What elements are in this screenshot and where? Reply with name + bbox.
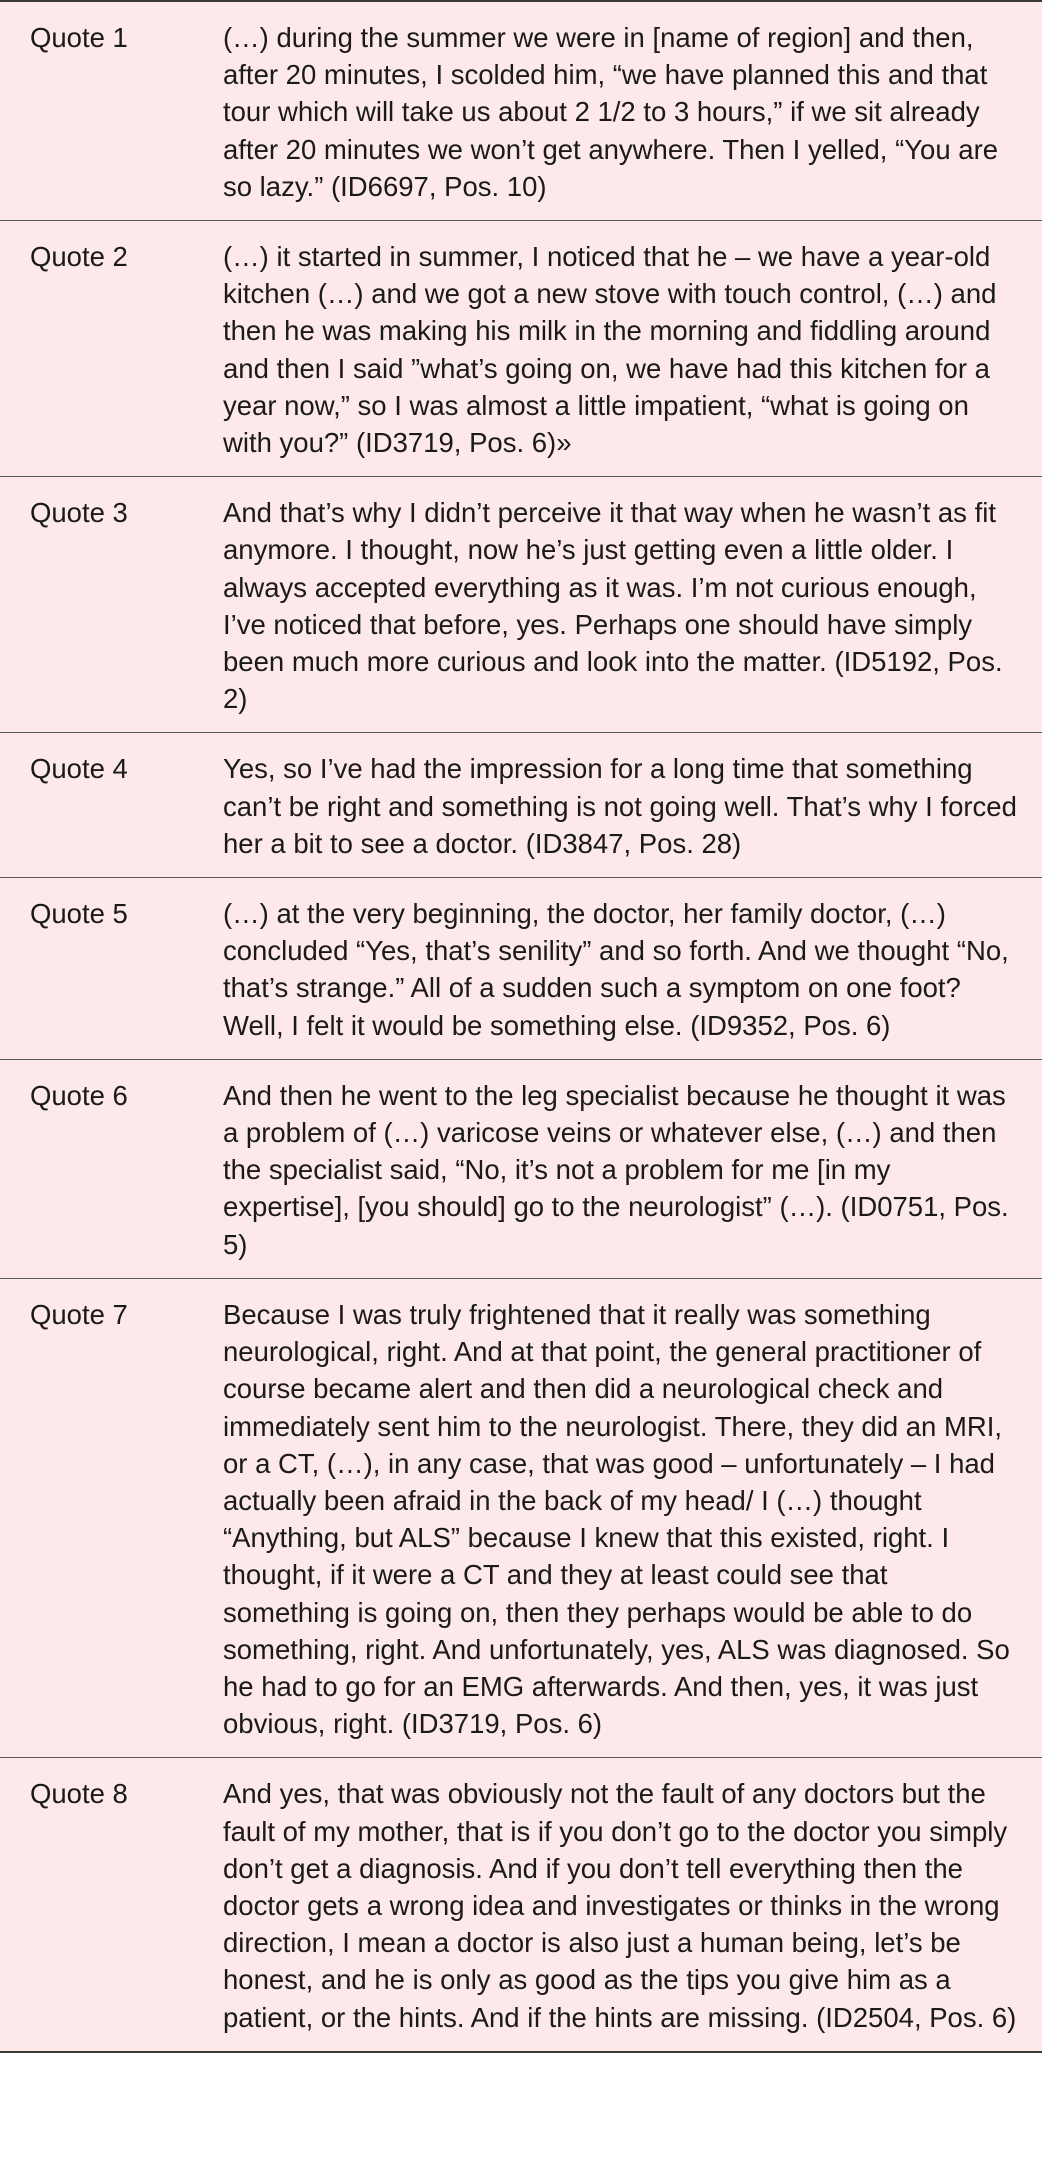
table-row	[0, 732, 1042, 877]
quote-label: Quote 7	[30, 1298, 128, 1330]
table-row	[0, 1278, 1042, 1757]
table-row	[0, 1757, 1042, 2050]
quote-text: Because I was truly frightened that it really was something neurological, right. And at that point, the general practitioner of course became alert and then did a neurological check and immediately sent him to the neurologist. There, they did an MRI, or a CT, (…), in any case, that was good – unfortunately – I had actually been afraid in the back of my head/ I (…) thought “Anything, but ALS” because I knew that this existed, right. I thought, if it were a CT and they at least could see that something is going on, then they perhaps would be able to do something, right. And unfortunately, yes, ALS was diagnosed. So he had to go for an EMG afterwards. And then, yes, it was just obvious, right. (ID3719, Pos. 6)	[223, 1298, 1010, 1740]
quote-label: Quote 4	[30, 753, 128, 785]
quote-text: (…) it started in summer, I noticed that he – we have a year-old kitchen (…) and we got a new stove with touch control, (…) and then he was making his milk in the morning and fiddling around and then I said ”what’s going on, we have had this kitchen for a year now,” so I was almost a little impatient, “what is going on with you?” (ID3719, Pos. 6)»	[223, 241, 997, 459]
quote-text: (…) at the very beginning, the doctor, her family doctor, (…) concluded “Yes, that’s senility” and so forth. And we thought “No, that’s strange.” All of a sudden such a symptom on one foot? Well, I felt it would be something else. (ID9352, Pos. 6)	[223, 898, 1009, 1041]
table-row	[0, 476, 1042, 732]
quote-text: And then he went to the leg specialist because he thought it was a problem of (…) varicose veins or whatever else, (…) and then the specialist said, “No, it’s not a problem for me [in my expertise], [you should] go to the neurologist” (…). (ID0751, Pos. 5)	[223, 1079, 1009, 1260]
table-row	[0, 877, 1042, 1059]
quote-label: Quote 2	[30, 241, 128, 273]
table-row	[0, 1059, 1042, 1278]
quote-text: And yes, that was obviously not the fault of any doctors but the fault of my mother, that is if you don’t go to the doctor you simply don’t get a diagnosis. And if you don’t tell everything then the doctor gets a wrong idea and investigates or thinks in the wrong direction, I mean a doctor is also just a human being, let’s be honest, and he is only as good as the tips you give him as a patient, or the hints. And if the hints are missing. (ID2504, Pos. 6)	[223, 1778, 1017, 2033]
quote-label: Quote 8	[30, 1778, 128, 1810]
table-row	[0, 2, 1042, 220]
quote-text: (…) during the summer we were in [name of region] and then, after 20 minutes, I scolded him, “we have planned this and that tour which will take us about 2 1/2 to 3 hours,” if we sit already after 20 minutes we won’t get anywhere. Then I yelled, “You are so lazy.” (ID6697, Pos. 10)	[223, 22, 999, 202]
quote-label: Quote 5	[30, 898, 128, 930]
quote-text: Yes, so I’ve had the impression for a long time that something can’t be right and something is not going well. That’s why I forced her a bit to see a doctor. (ID3847, Pos. 28)	[223, 753, 1017, 859]
table-row	[0, 220, 1042, 476]
quote-label: Quote 1	[30, 22, 128, 53]
quote-text: And that’s why I didn’t perceive it that way when he wasn’t as fit anymore. I thought, now he’s just getting even a little older. I always accepted everything as it was. I’m not curious enough, I’ve noticed that before, yes. Perhaps one should have simply been much more curious and look into the matter. (ID5192, Pos. 2)	[223, 497, 1003, 715]
quote-label: Quote 3	[30, 497, 128, 529]
quote-label: Quote 6	[30, 1079, 128, 1111]
